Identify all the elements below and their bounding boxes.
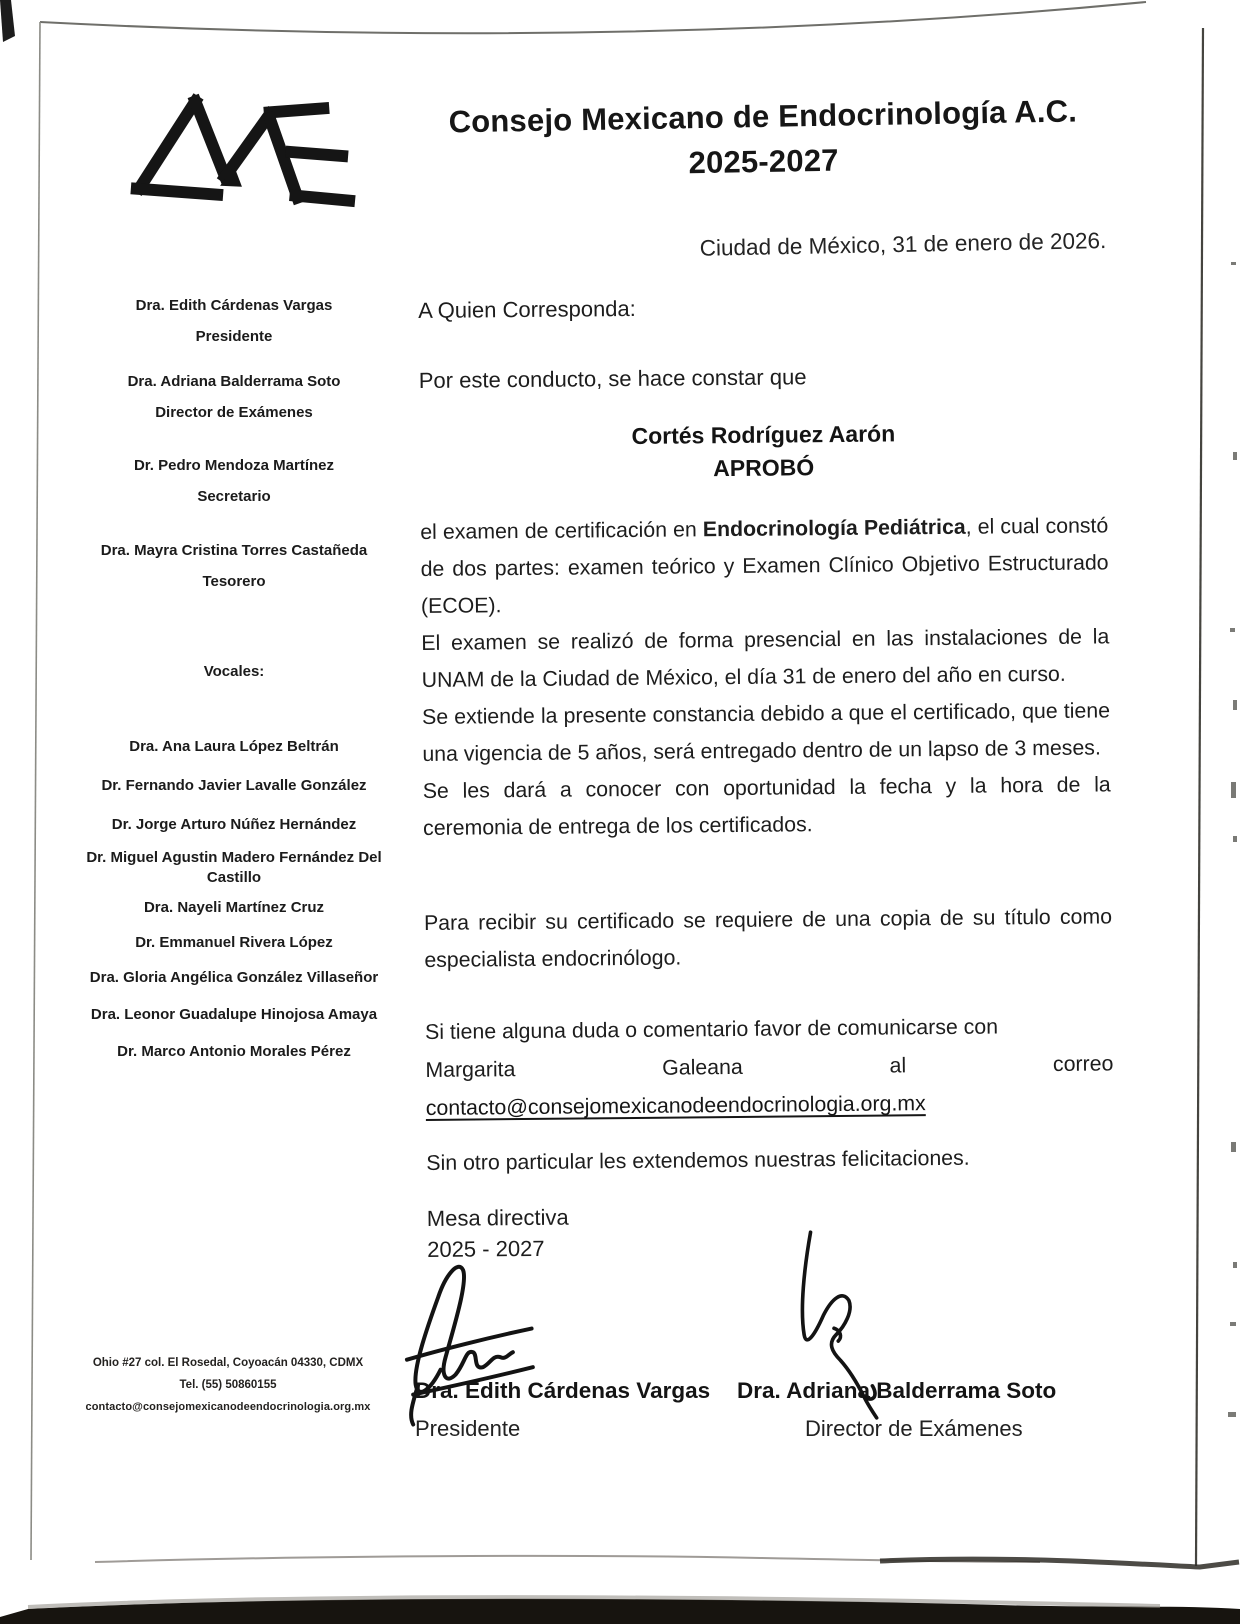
- board-sidebar: [60, 0, 408, 1120]
- contact-word: al: [889, 1053, 907, 1078]
- closing-line: Sin otro particular les extendemos nuestras felicitaciones.: [426, 1145, 970, 1175]
- paragraph-titulo: Para recibir su certificado se requiere de una copia de su título como especialista endocrinólogo.: [423, 904, 1113, 972]
- footer-phone: Tel. (55) 50860155: [179, 1379, 277, 1391]
- vocal-name: Dr. Jorge Arturo Núñez Hernández: [111, 816, 357, 833]
- officer-name: Dra. Adriana Balderrama Soto: [127, 373, 341, 390]
- candidate-name: Cortés Rodríguez Aarón: [631, 420, 896, 449]
- org-name: Consejo Mexicano de Endocrinología A.C.: [448, 93, 1078, 140]
- exam-text-post: , el cual constó de dos partes: examen teórico y Examen Clínico Objetivo Estructurado (ECOE).: [420, 513, 1109, 618]
- contact-word: Margarita: [425, 1057, 516, 1082]
- exam-text-pre: el examen de certificación en: [420, 517, 703, 544]
- contact-email: contacto@consejomexicanodeendocrinologia.org.mx: [425, 1091, 926, 1120]
- dateline: Ciudad de México, 31 de enero de 2026.: [699, 228, 1107, 261]
- contact-line2: [425, 1044, 1113, 1089]
- officer-role: Director de Exámenes: [155, 404, 313, 421]
- letterhead-footer: [64, 1352, 392, 1418]
- contact-word: Galeana: [662, 1054, 743, 1080]
- signatory-role: Director de Exámenes: [805, 1416, 1023, 1441]
- vocal-name: Dr. Miguel Agustin Madero Fernández Del Castillo: [86, 849, 382, 886]
- mesa-label: Mesa directiva: [426, 1204, 569, 1232]
- vocales-heading: Vocales:: [203, 663, 265, 680]
- vocal-name: Dra. Leonor Guadalupe Hinojosa Amaya: [90, 1006, 378, 1023]
- mesa-term: 2025 - 2027: [427, 1236, 545, 1263]
- contact-line1: Si tiene alguna duda o comentario favor de comunicarse con: [424, 1014, 999, 1044]
- signatory-name: Dra. Edith Cárdenas Vargas: [415, 1378, 711, 1403]
- officer-name: Dr. Pedro Mendoza Martínez: [133, 457, 335, 474]
- exam-result: APROBÓ: [713, 454, 815, 482]
- letterhead-title: [415, 88, 1111, 190]
- officer-name: Dra. Mayra Cristina Torres Castañeda: [100, 542, 368, 559]
- paragraph-ceremonia: Se les dará a conocer con oportunidad la fecha y la hora de la ceremonia de entrega de los certificados.: [422, 772, 1111, 840]
- vocal-name: Dra. Nayeli Martínez Cruz: [143, 899, 325, 916]
- footer-email: contacto@consejomexicanodeendocrinologia.org.mx: [85, 1401, 371, 1413]
- vocal-name: Dra. Ana Laura López Beltrán: [129, 738, 339, 755]
- signatory-role: Presidente: [415, 1416, 521, 1441]
- org-term: 2025-2027: [688, 142, 839, 181]
- officer-name: Dra. Edith Cárdenas Vargas: [135, 297, 333, 314]
- paragraph-presencial: El examen se realizó de forma presencial en las instalaciones de la UNAM de la Ciudad de México, el día 31 de enero del año en curso.: [421, 624, 1110, 692]
- salutation: A Quien Corresponda:: [418, 295, 636, 323]
- contact-word: correo: [1052, 1051, 1114, 1076]
- contact-paragraph: [425, 1006, 1114, 1127]
- letter-body: [418, 289, 1115, 1265]
- candidate-block: [419, 415, 1108, 488]
- officer-role: Tesorero: [202, 573, 266, 590]
- signatory-name: Dra. Adriana Balderrama Soto: [737, 1378, 1057, 1403]
- footer-address: Ohio #27 col. El Rosedal, Coyoacán 04330, CDMX: [92, 1357, 364, 1369]
- vocal-name: Dr. Marco Antonio Morales Pérez: [117, 1043, 351, 1060]
- paragraph-constancia: Se extiende la presente constancia debido a que el certificado, que tiene una vigencia de 5 años, será entregado dentro de un lapso de 3 meses.: [421, 698, 1111, 766]
- vocal-name: Dra. Gloria Angélica González Villaseñor: [89, 969, 379, 986]
- vocal-name: Dr. Fernando Javier Lavalle González: [101, 777, 367, 794]
- officer-role: Presidente: [195, 328, 273, 345]
- vocal-name: Dr. Emmanuel Rivera López: [135, 934, 333, 951]
- paragraph-exam: [420, 507, 1109, 625]
- intro-line: Por este conducto, se hace constar que: [418, 364, 807, 393]
- officer-role: Secretario: [197, 488, 271, 505]
- exam-specialty: Endocrinología Pediátrica: [702, 514, 966, 542]
